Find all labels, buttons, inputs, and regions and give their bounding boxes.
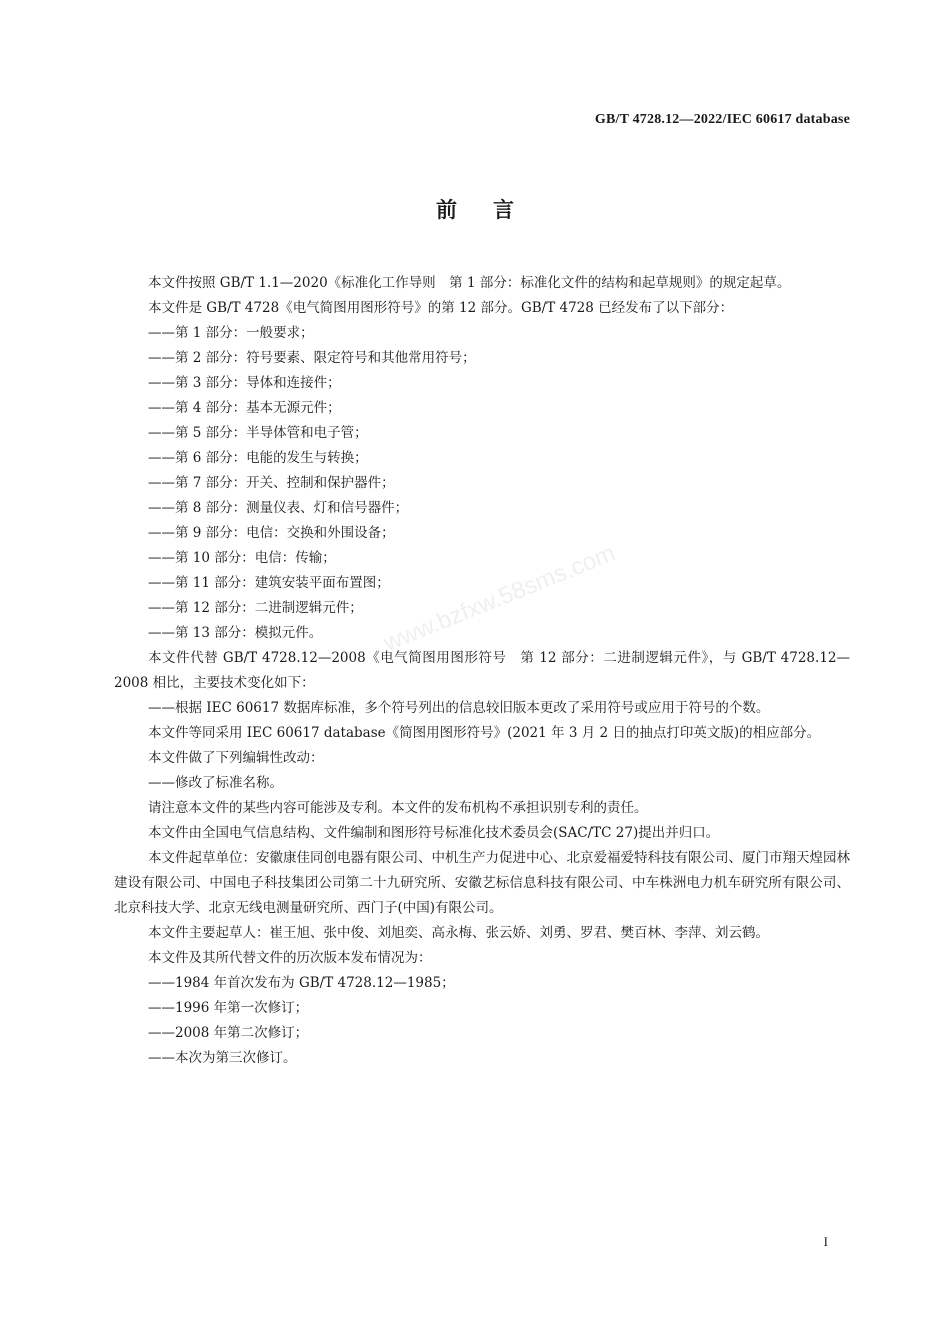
- paragraph-adoption: 本文件等同采用 IEC 60617 database《简图用图形符号》(2021 年 3 月 2 日的抽点打印英文版)的相应部分。: [148, 725, 821, 741]
- paragraph-drafting-units: 本文件起草单位：安徽康佳同创电器有限公司、中机生产力促进中心、北京爱福爱特科技有限公司、厦门市翔天煌园林建设有限公司、中国电子科技集团公司第二十九研究所、安徽艺标信息科技有限公司、中车株洲电力机车研究所有限公司、北京科技大学、北京无线电测量研究所、西门子(中国)有限公司。: [114, 850, 850, 916]
- list-item: ——第 1 部分：一般要求；: [148, 325, 314, 341]
- list-item: ——第 6 部分：电能的发生与转换；: [148, 450, 368, 466]
- list-item: ——第 13 部分：模拟元件。: [148, 625, 323, 641]
- list-item-technical-change: ——根据 IEC 60617 数据库标准，多个符号列出的信息较旧版本更改了采用符号或应用于符号的个数。: [148, 700, 770, 716]
- list-item: ——第 7 部分：开关、控制和保护器件；: [148, 475, 395, 491]
- history-list: [114, 971, 850, 1071]
- list-item: ——第 12 部分：二进制逻辑元件；: [148, 600, 363, 616]
- paragraph-patent-notice: 请注意本文件的某些内容可能涉及专利。本文件的发布机构不承担识别专利的责任。: [148, 800, 648, 816]
- paragraph-drafters: 本文件主要起草人：崔王旭、张中俊、刘旭奕、高永梅、张云娇、刘勇、罗君、樊百林、李萍、刘云鹤。: [148, 925, 769, 941]
- list-item: ——1984 年首次发布为 GB/T 4728.12—1985；: [148, 975, 455, 991]
- list-item: ——第 4 部分：基本无源元件；: [148, 400, 341, 416]
- list-item: ——第 11 部分：建筑安装平面布置图；: [148, 575, 390, 591]
- list-item: ——第 5 部分：半导体管和电子管；: [148, 425, 368, 441]
- paragraph-replacement: 本文件代替 GB/T 4728.12—2008《电气简图用图形符号 第 12 部分：二进制逻辑元件》，与 GB/T 4728.12—2008 相比，主要技术变化如下：: [114, 650, 850, 691]
- list-item: ——第 2 部分：符号要素、限定符号和其他常用符号；: [148, 350, 476, 366]
- standard-code-header: GB/T 4728.12—2022/IEC 60617 database: [594, 112, 850, 127]
- list-item: ——第 3 部分：导体和连接件；: [148, 375, 341, 391]
- list-item: ——第 10 部分：电信：传输；: [148, 550, 336, 566]
- page-number: I: [823, 1234, 828, 1249]
- watermark: www.bzfxw.58sms.com: [380, 539, 619, 658]
- list-item: ——第 9 部分：电信：交换和外围设备；: [148, 525, 395, 541]
- foreword-body: [114, 271, 850, 1071]
- list-item: ——1996 年第一次修订；: [148, 1000, 309, 1016]
- list-item: ——2008 年第二次修订；: [148, 1025, 309, 1041]
- list-item: ——本次为第三次修订。: [148, 1050, 297, 1066]
- paragraph-drafting-rules: 本文件按照 GB/T 1.1—2020《标准化工作导则 第 1 部分：标准化文件的结构和起草规则》的规定起草。: [148, 275, 791, 291]
- paragraph-series-intro: 本文件是 GB/T 4728《电气简图用图形符号》的第 12 部分。GB/T 4728 已经发布了以下部分：: [148, 300, 734, 316]
- paragraph-history-intro: 本文件及其所代替文件的历次版本发布情况为：: [148, 950, 432, 966]
- page-title: 前言: [436, 198, 550, 222]
- paragraph-proposer: 本文件由全国电气信息结构、文件编制和图形符号标准化技术委员会(SAC/TC 27)提出并归口。: [148, 825, 720, 841]
- list-item: ——第 8 部分：测量仪表、灯和信号器件；: [148, 500, 409, 516]
- paragraph-editorial-intro: 本文件做了下列编辑性改动：: [148, 750, 324, 766]
- list-item-editorial-change: ——修改了标准名称。: [148, 775, 283, 791]
